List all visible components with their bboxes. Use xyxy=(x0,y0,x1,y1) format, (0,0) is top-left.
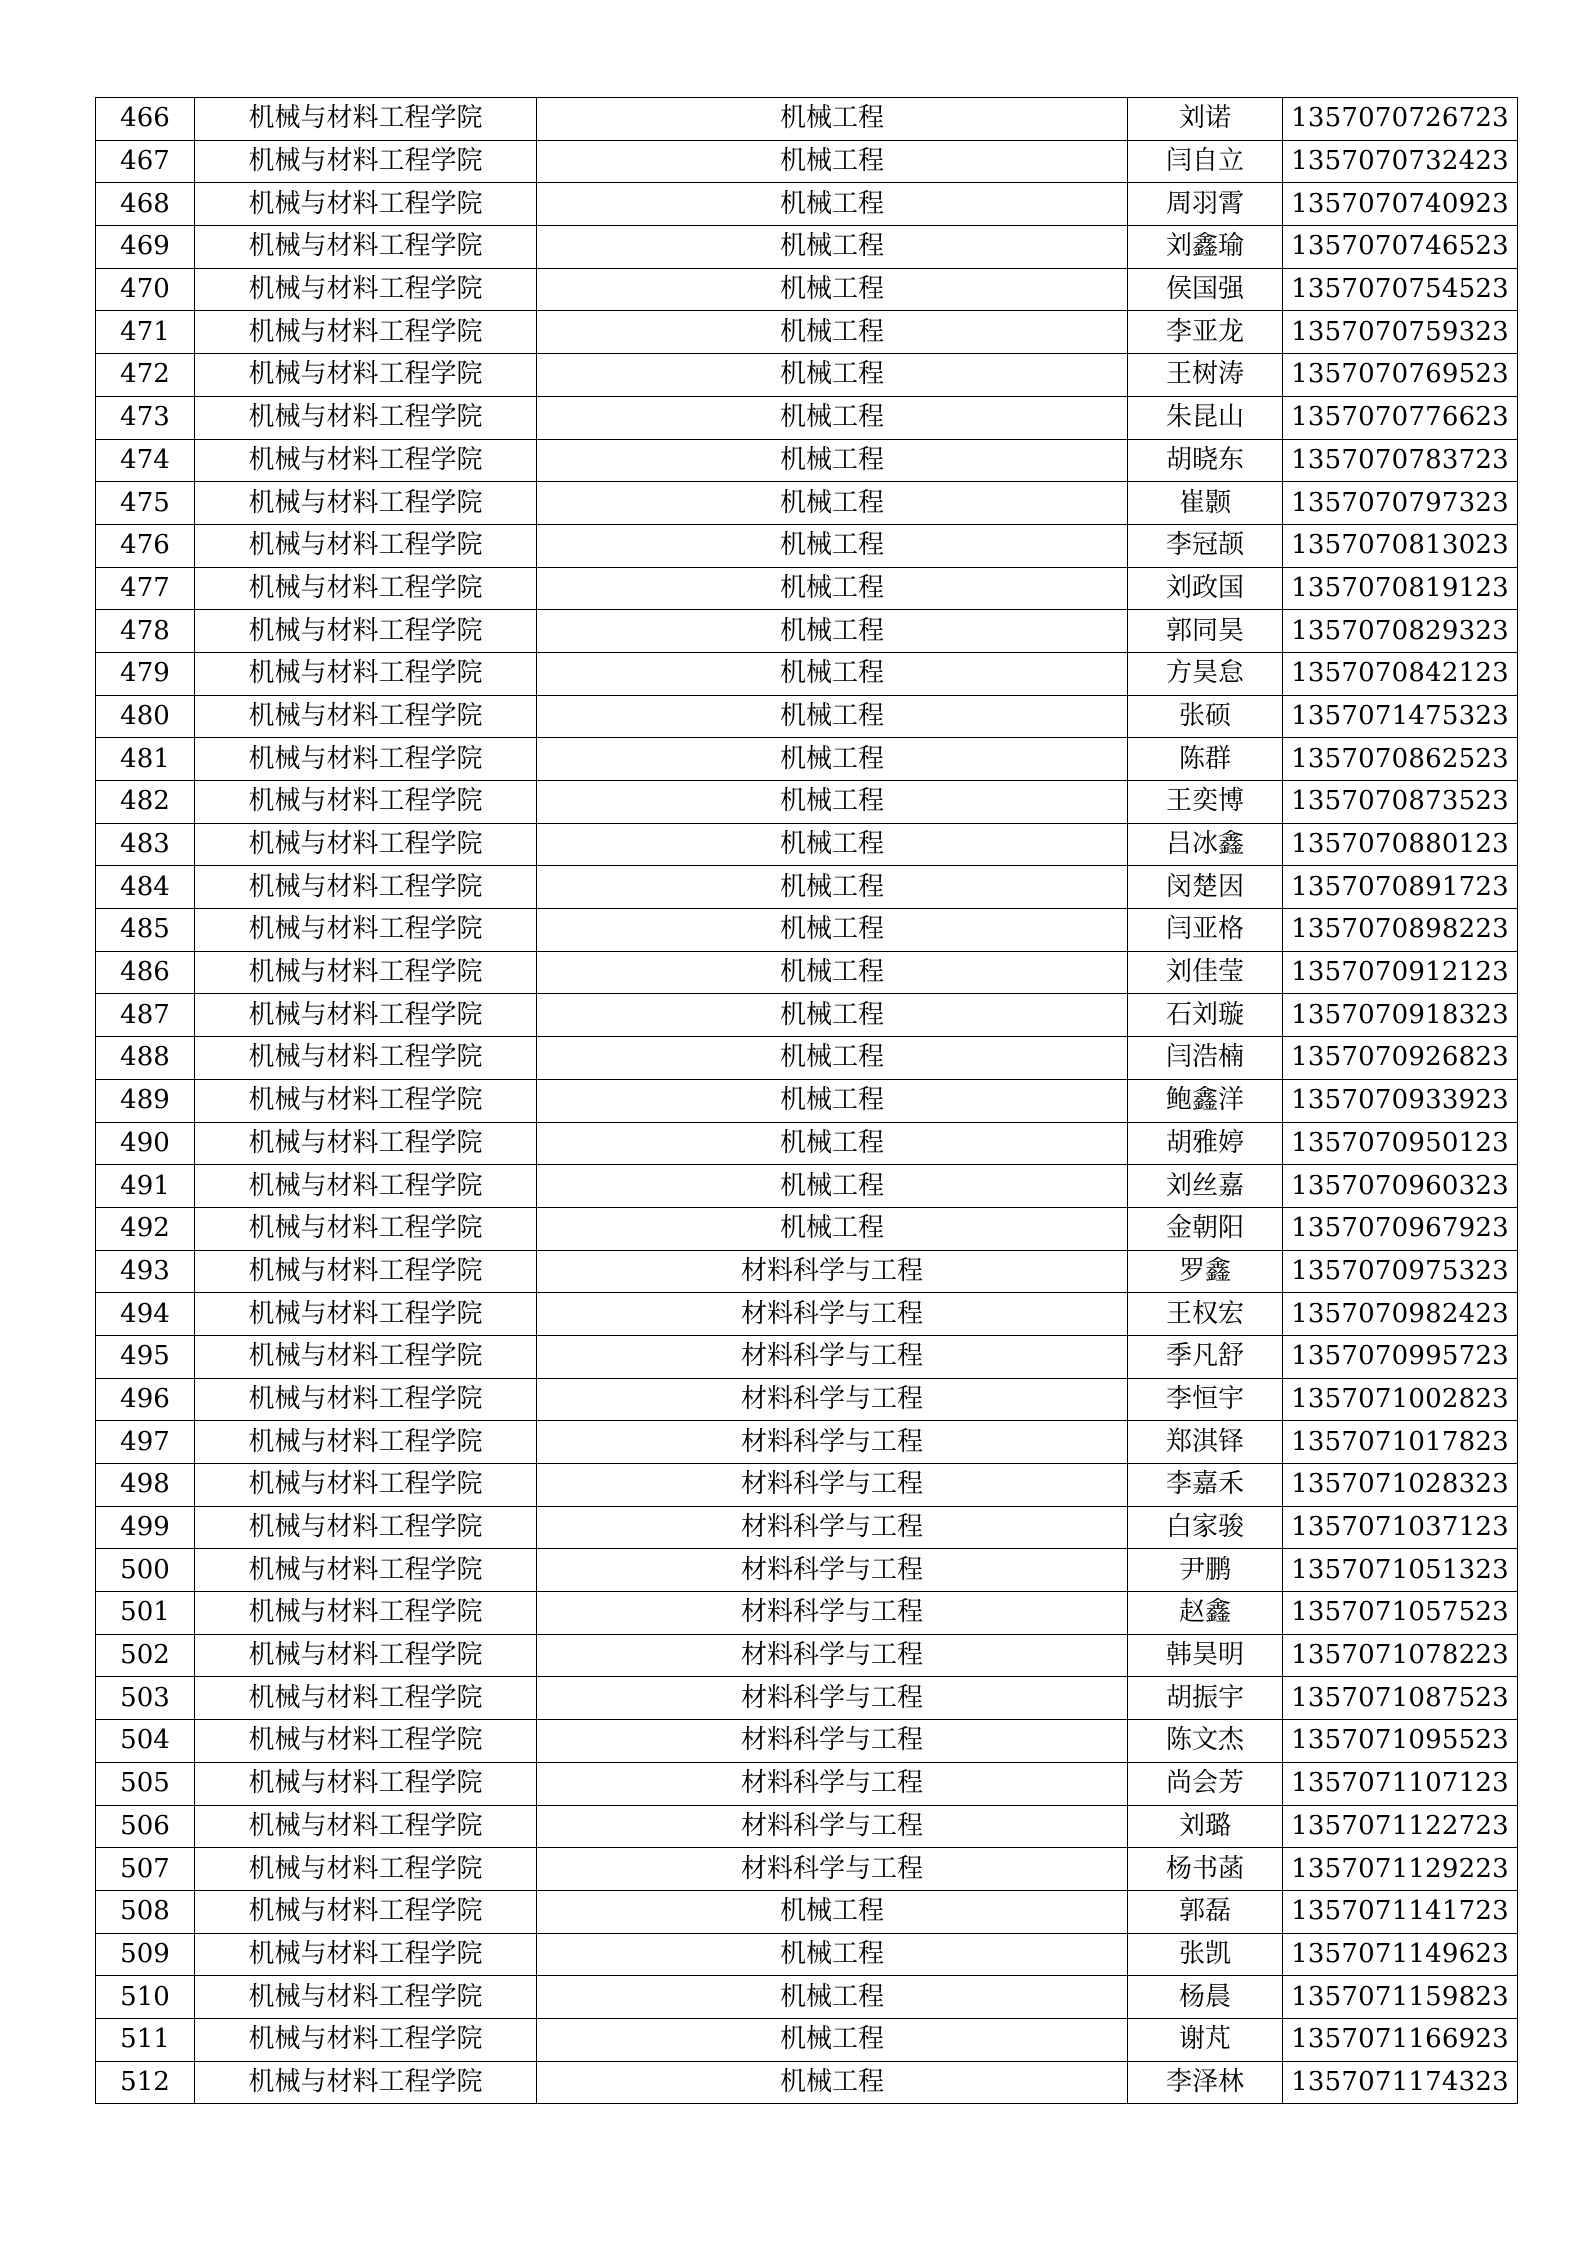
college-cell: 机械与材料工程学院 xyxy=(195,695,537,738)
major-cell: 机械工程 xyxy=(537,354,1128,397)
college-cell: 机械与材料工程学院 xyxy=(195,1848,537,1891)
row-number-cell: 504 xyxy=(96,1720,195,1763)
row-number-cell: 500 xyxy=(96,1549,195,1592)
exam-id-cell: 1357070982423 xyxy=(1283,1293,1518,1336)
major-cell: 机械工程 xyxy=(537,226,1128,269)
college-cell: 机械与材料工程学院 xyxy=(195,994,537,1037)
college-cell: 机械与材料工程学院 xyxy=(195,439,537,482)
row-number-cell: 508 xyxy=(96,1890,195,1933)
table-body xyxy=(96,98,1518,2104)
student-name-cell: 刘鑫瑜 xyxy=(1128,226,1283,269)
student-name-cell: 王奕博 xyxy=(1128,781,1283,824)
major-cell: 机械工程 xyxy=(537,1976,1128,2019)
college-cell: 机械与材料工程学院 xyxy=(195,268,537,311)
exam-id-cell: 1357070975323 xyxy=(1283,1250,1518,1293)
table-row xyxy=(96,354,1518,397)
college-cell: 机械与材料工程学院 xyxy=(195,1165,537,1208)
exam-id-cell: 1357070933923 xyxy=(1283,1079,1518,1122)
exam-id-cell: 1357070759323 xyxy=(1283,311,1518,354)
exam-id-cell: 1357070797323 xyxy=(1283,482,1518,525)
table-row xyxy=(96,140,1518,183)
exam-id-cell: 1357071057523 xyxy=(1283,1592,1518,1635)
table-row xyxy=(96,738,1518,781)
student-name-cell: 郭同昊 xyxy=(1128,610,1283,653)
table-row xyxy=(96,909,1518,952)
student-name-cell: 季凡舒 xyxy=(1128,1335,1283,1378)
exam-id-cell: 1357071051323 xyxy=(1283,1549,1518,1592)
row-number-cell: 495 xyxy=(96,1335,195,1378)
college-cell: 机械与材料工程学院 xyxy=(195,226,537,269)
major-cell: 材料科学与工程 xyxy=(537,1549,1128,1592)
exam-id-cell: 1357070880123 xyxy=(1283,823,1518,866)
student-name-cell: 石刘璇 xyxy=(1128,994,1283,1037)
major-cell: 机械工程 xyxy=(537,652,1128,695)
table-row xyxy=(96,2061,1518,2104)
exam-id-cell: 1357071095523 xyxy=(1283,1720,1518,1763)
row-number-cell: 484 xyxy=(96,866,195,909)
exam-id-cell: 1357070967923 xyxy=(1283,1207,1518,1250)
exam-id-cell: 1357070813023 xyxy=(1283,524,1518,567)
table-row xyxy=(96,1890,1518,1933)
table-row xyxy=(96,439,1518,482)
college-cell: 机械与材料工程学院 xyxy=(195,354,537,397)
student-name-cell: 尚会芳 xyxy=(1128,1762,1283,1805)
major-cell: 材料科学与工程 xyxy=(537,1848,1128,1891)
student-name-cell: 白家骏 xyxy=(1128,1506,1283,1549)
row-number-cell: 498 xyxy=(96,1464,195,1507)
table-row xyxy=(96,781,1518,824)
college-cell: 机械与材料工程学院 xyxy=(195,1549,537,1592)
student-name-cell: 刘丝嘉 xyxy=(1128,1165,1283,1208)
college-cell: 机械与材料工程学院 xyxy=(195,1122,537,1165)
table-row xyxy=(96,1122,1518,1165)
major-cell: 材料科学与工程 xyxy=(537,1421,1128,1464)
document-page xyxy=(95,97,1517,2104)
major-cell: 机械工程 xyxy=(537,98,1128,141)
table-row xyxy=(96,2018,1518,2061)
student-name-cell: 方昊怠 xyxy=(1128,652,1283,695)
row-number-cell: 474 xyxy=(96,439,195,482)
major-cell: 材料科学与工程 xyxy=(537,1634,1128,1677)
exam-id-cell: 1357070842123 xyxy=(1283,652,1518,695)
major-cell: 机械工程 xyxy=(537,1079,1128,1122)
exam-id-cell: 1357070995723 xyxy=(1283,1335,1518,1378)
exam-id-cell: 1357071166923 xyxy=(1283,2018,1518,2061)
table-row xyxy=(96,1549,1518,1592)
exam-id-cell: 1357070726723 xyxy=(1283,98,1518,141)
major-cell: 机械工程 xyxy=(537,1933,1128,1976)
college-cell: 机械与材料工程学院 xyxy=(195,951,537,994)
college-cell: 机械与材料工程学院 xyxy=(195,1378,537,1421)
row-number-cell: 499 xyxy=(96,1506,195,1549)
row-number-cell: 512 xyxy=(96,2061,195,2104)
row-number-cell: 510 xyxy=(96,1976,195,2019)
table-row xyxy=(96,866,1518,909)
row-number-cell: 489 xyxy=(96,1079,195,1122)
row-number-cell: 472 xyxy=(96,354,195,397)
college-cell: 机械与材料工程学院 xyxy=(195,1592,537,1635)
major-cell: 机械工程 xyxy=(537,738,1128,781)
exam-id-cell: 1357070754523 xyxy=(1283,268,1518,311)
student-name-cell: 李冠颉 xyxy=(1128,524,1283,567)
student-name-cell: 侯国强 xyxy=(1128,268,1283,311)
row-number-cell: 480 xyxy=(96,695,195,738)
college-cell: 机械与材料工程学院 xyxy=(195,652,537,695)
student-name-cell: 闫亚格 xyxy=(1128,909,1283,952)
exam-id-cell: 1357071037123 xyxy=(1283,1506,1518,1549)
college-cell: 机械与材料工程学院 xyxy=(195,909,537,952)
student-name-cell: 张凯 xyxy=(1128,1933,1283,1976)
row-number-cell: 476 xyxy=(96,524,195,567)
table-row xyxy=(96,1805,1518,1848)
major-cell: 材料科学与工程 xyxy=(537,1762,1128,1805)
exam-id-cell: 1357071107123 xyxy=(1283,1762,1518,1805)
major-cell: 机械工程 xyxy=(537,1165,1128,1208)
major-cell: 材料科学与工程 xyxy=(537,1378,1128,1421)
student-name-cell: 金朝阳 xyxy=(1128,1207,1283,1250)
student-name-cell: 胡晓东 xyxy=(1128,439,1283,482)
major-cell: 机械工程 xyxy=(537,524,1128,567)
exam-id-cell: 1357071122723 xyxy=(1283,1805,1518,1848)
major-cell: 材料科学与工程 xyxy=(537,1720,1128,1763)
student-name-cell: 胡雅婷 xyxy=(1128,1122,1283,1165)
student-name-cell: 李泽林 xyxy=(1128,2061,1283,2104)
major-cell: 材料科学与工程 xyxy=(537,1250,1128,1293)
major-cell: 材料科学与工程 xyxy=(537,1293,1128,1336)
table-row xyxy=(96,98,1518,141)
exam-id-cell: 1357070898223 xyxy=(1283,909,1518,952)
table-row xyxy=(96,1506,1518,1549)
row-number-cell: 492 xyxy=(96,1207,195,1250)
student-name-cell: 杨书菡 xyxy=(1128,1848,1283,1891)
college-cell: 机械与材料工程学院 xyxy=(195,1634,537,1677)
table-row xyxy=(96,610,1518,653)
major-cell: 机械工程 xyxy=(537,2018,1128,2061)
major-cell: 机械工程 xyxy=(537,610,1128,653)
row-number-cell: 478 xyxy=(96,610,195,653)
major-cell: 机械工程 xyxy=(537,1037,1128,1080)
major-cell: 机械工程 xyxy=(537,823,1128,866)
college-cell: 机械与材料工程学院 xyxy=(195,2018,537,2061)
table-row xyxy=(96,226,1518,269)
major-cell: 机械工程 xyxy=(537,482,1128,525)
student-name-cell: 鲍鑫洋 xyxy=(1128,1079,1283,1122)
student-name-cell: 刘佳莹 xyxy=(1128,951,1283,994)
major-cell: 机械工程 xyxy=(537,994,1128,1037)
row-number-cell: 481 xyxy=(96,738,195,781)
major-cell: 机械工程 xyxy=(537,866,1128,909)
student-name-cell: 崔颢 xyxy=(1128,482,1283,525)
college-cell: 机械与材料工程学院 xyxy=(195,1037,537,1080)
student-name-cell: 刘璐 xyxy=(1128,1805,1283,1848)
table-row xyxy=(96,183,1518,226)
college-cell: 机械与材料工程学院 xyxy=(195,1890,537,1933)
college-cell: 机械与材料工程学院 xyxy=(195,98,537,141)
table-row xyxy=(96,1421,1518,1464)
table-row xyxy=(96,1207,1518,1250)
table-row xyxy=(96,1165,1518,1208)
table-row xyxy=(96,268,1518,311)
major-cell: 材料科学与工程 xyxy=(537,1464,1128,1507)
table-row xyxy=(96,1677,1518,1720)
college-cell: 机械与材料工程学院 xyxy=(195,1250,537,1293)
row-number-cell: 493 xyxy=(96,1250,195,1293)
exam-id-cell: 1357071087523 xyxy=(1283,1677,1518,1720)
exam-id-cell: 1357071078223 xyxy=(1283,1634,1518,1677)
row-number-cell: 482 xyxy=(96,781,195,824)
table-row xyxy=(96,1079,1518,1122)
major-cell: 机械工程 xyxy=(537,311,1128,354)
college-cell: 机械与材料工程学院 xyxy=(195,1464,537,1507)
major-cell: 材料科学与工程 xyxy=(537,1506,1128,1549)
table-row xyxy=(96,1933,1518,1976)
row-number-cell: 488 xyxy=(96,1037,195,1080)
major-cell: 材料科学与工程 xyxy=(537,1677,1128,1720)
college-cell: 机械与材料工程学院 xyxy=(195,1421,537,1464)
college-cell: 机械与材料工程学院 xyxy=(195,1805,537,1848)
exam-id-cell: 1357070873523 xyxy=(1283,781,1518,824)
exam-id-cell: 1357071002823 xyxy=(1283,1378,1518,1421)
table-row xyxy=(96,311,1518,354)
student-name-cell: 闫自立 xyxy=(1128,140,1283,183)
exam-id-cell: 1357070740923 xyxy=(1283,183,1518,226)
student-name-cell: 陈文杰 xyxy=(1128,1720,1283,1763)
college-cell: 机械与材料工程学院 xyxy=(195,823,537,866)
exam-id-cell: 1357070862523 xyxy=(1283,738,1518,781)
major-cell: 机械工程 xyxy=(537,781,1128,824)
student-name-cell: 闵楚因 xyxy=(1128,866,1283,909)
exam-id-cell: 1357070918323 xyxy=(1283,994,1518,1037)
row-number-cell: 501 xyxy=(96,1592,195,1635)
major-cell: 机械工程 xyxy=(537,567,1128,610)
college-cell: 机械与材料工程学院 xyxy=(195,1335,537,1378)
exam-id-cell: 1357070829323 xyxy=(1283,610,1518,653)
exam-id-cell: 1357071159823 xyxy=(1283,1976,1518,2019)
major-cell: 机械工程 xyxy=(537,2061,1128,2104)
row-number-cell: 468 xyxy=(96,183,195,226)
college-cell: 机械与材料工程学院 xyxy=(195,1207,537,1250)
exam-id-cell: 1357071028323 xyxy=(1283,1464,1518,1507)
major-cell: 机械工程 xyxy=(537,951,1128,994)
row-number-cell: 502 xyxy=(96,1634,195,1677)
student-name-cell: 吕冰鑫 xyxy=(1128,823,1283,866)
table-row xyxy=(96,1037,1518,1080)
college-cell: 机械与材料工程学院 xyxy=(195,781,537,824)
row-number-cell: 466 xyxy=(96,98,195,141)
row-number-cell: 505 xyxy=(96,1762,195,1805)
student-name-cell: 朱昆山 xyxy=(1128,396,1283,439)
exam-id-cell: 1357070776623 xyxy=(1283,396,1518,439)
student-name-cell: 韩昊明 xyxy=(1128,1634,1283,1677)
college-cell: 机械与材料工程学院 xyxy=(195,183,537,226)
table-row xyxy=(96,482,1518,525)
table-row xyxy=(96,1250,1518,1293)
major-cell: 材料科学与工程 xyxy=(537,1335,1128,1378)
exam-id-cell: 1357070769523 xyxy=(1283,354,1518,397)
exam-id-cell: 1357070819123 xyxy=(1283,567,1518,610)
college-cell: 机械与材料工程学院 xyxy=(195,866,537,909)
student-name-cell: 杨晨 xyxy=(1128,1976,1283,2019)
college-cell: 机械与材料工程学院 xyxy=(195,1506,537,1549)
row-number-cell: 487 xyxy=(96,994,195,1037)
student-name-cell: 李恒宇 xyxy=(1128,1378,1283,1421)
row-number-cell: 496 xyxy=(96,1378,195,1421)
student-name-cell: 尹鹏 xyxy=(1128,1549,1283,1592)
table-row xyxy=(96,652,1518,695)
college-cell: 机械与材料工程学院 xyxy=(195,482,537,525)
table-row xyxy=(96,1592,1518,1635)
college-cell: 机械与材料工程学院 xyxy=(195,1079,537,1122)
row-number-cell: 475 xyxy=(96,482,195,525)
table-row xyxy=(96,524,1518,567)
student-name-cell: 刘政国 xyxy=(1128,567,1283,610)
major-cell: 材料科学与工程 xyxy=(537,1592,1128,1635)
row-number-cell: 503 xyxy=(96,1677,195,1720)
row-number-cell: 486 xyxy=(96,951,195,994)
exam-id-cell: 1357070746523 xyxy=(1283,226,1518,269)
row-number-cell: 483 xyxy=(96,823,195,866)
college-cell: 机械与材料工程学院 xyxy=(195,311,537,354)
row-number-cell: 479 xyxy=(96,652,195,695)
college-cell: 机械与材料工程学院 xyxy=(195,1677,537,1720)
college-cell: 机械与材料工程学院 xyxy=(195,2061,537,2104)
student-name-cell: 王权宏 xyxy=(1128,1293,1283,1336)
row-number-cell: 469 xyxy=(96,226,195,269)
exam-id-cell: 1357070732423 xyxy=(1283,140,1518,183)
row-number-cell: 491 xyxy=(96,1165,195,1208)
exam-id-cell: 1357071129223 xyxy=(1283,1848,1518,1891)
student-name-cell: 李嘉禾 xyxy=(1128,1464,1283,1507)
exam-id-cell: 1357071017823 xyxy=(1283,1421,1518,1464)
row-number-cell: 506 xyxy=(96,1805,195,1848)
major-cell: 材料科学与工程 xyxy=(537,1805,1128,1848)
exam-id-cell: 1357070891723 xyxy=(1283,866,1518,909)
table-row xyxy=(96,1720,1518,1763)
row-number-cell: 497 xyxy=(96,1421,195,1464)
college-cell: 机械与材料工程学院 xyxy=(195,738,537,781)
table-row xyxy=(96,1762,1518,1805)
table-row xyxy=(96,1976,1518,2019)
table-row xyxy=(96,1848,1518,1891)
table-row xyxy=(96,1634,1518,1677)
row-number-cell: 467 xyxy=(96,140,195,183)
table-row xyxy=(96,695,1518,738)
exam-id-cell: 1357070912123 xyxy=(1283,951,1518,994)
row-number-cell: 494 xyxy=(96,1293,195,1336)
college-cell: 机械与材料工程学院 xyxy=(195,1720,537,1763)
major-cell: 机械工程 xyxy=(537,396,1128,439)
major-cell: 机械工程 xyxy=(537,695,1128,738)
college-cell: 机械与材料工程学院 xyxy=(195,396,537,439)
major-cell: 机械工程 xyxy=(537,183,1128,226)
major-cell: 机械工程 xyxy=(537,439,1128,482)
college-cell: 机械与材料工程学院 xyxy=(195,524,537,567)
college-cell: 机械与材料工程学院 xyxy=(195,1976,537,2019)
major-cell: 机械工程 xyxy=(537,909,1128,952)
college-cell: 机械与材料工程学院 xyxy=(195,610,537,653)
exam-id-cell: 1357071141723 xyxy=(1283,1890,1518,1933)
exam-id-cell: 1357070926823 xyxy=(1283,1037,1518,1080)
student-list-table xyxy=(95,97,1518,2104)
college-cell: 机械与材料工程学院 xyxy=(195,1762,537,1805)
table-row xyxy=(96,823,1518,866)
college-cell: 机械与材料工程学院 xyxy=(195,140,537,183)
student-name-cell: 王树涛 xyxy=(1128,354,1283,397)
student-name-cell: 胡振宇 xyxy=(1128,1677,1283,1720)
row-number-cell: 470 xyxy=(96,268,195,311)
major-cell: 机械工程 xyxy=(537,268,1128,311)
student-name-cell: 罗鑫 xyxy=(1128,1250,1283,1293)
college-cell: 机械与材料工程学院 xyxy=(195,567,537,610)
table-row xyxy=(96,1335,1518,1378)
row-number-cell: 485 xyxy=(96,909,195,952)
row-number-cell: 490 xyxy=(96,1122,195,1165)
major-cell: 机械工程 xyxy=(537,140,1128,183)
student-name-cell: 刘诺 xyxy=(1128,98,1283,141)
exam-id-cell: 1357071475323 xyxy=(1283,695,1518,738)
student-name-cell: 郭磊 xyxy=(1128,1890,1283,1933)
exam-id-cell: 1357070950123 xyxy=(1283,1122,1518,1165)
table-row xyxy=(96,567,1518,610)
row-number-cell: 477 xyxy=(96,567,195,610)
student-name-cell: 李亚龙 xyxy=(1128,311,1283,354)
row-number-cell: 507 xyxy=(96,1848,195,1891)
college-cell: 机械与材料工程学院 xyxy=(195,1933,537,1976)
table-row xyxy=(96,1378,1518,1421)
row-number-cell: 471 xyxy=(96,311,195,354)
student-name-cell: 张硕 xyxy=(1128,695,1283,738)
student-name-cell: 周羽霄 xyxy=(1128,183,1283,226)
major-cell: 机械工程 xyxy=(537,1122,1128,1165)
table-row xyxy=(96,1293,1518,1336)
student-name-cell: 陈群 xyxy=(1128,738,1283,781)
major-cell: 机械工程 xyxy=(537,1207,1128,1250)
student-name-cell: 谢芃 xyxy=(1128,2018,1283,2061)
college-cell: 机械与材料工程学院 xyxy=(195,1293,537,1336)
table-row xyxy=(96,396,1518,439)
exam-id-cell: 1357070783723 xyxy=(1283,439,1518,482)
table-row xyxy=(96,951,1518,994)
table-row xyxy=(96,1464,1518,1507)
row-number-cell: 509 xyxy=(96,1933,195,1976)
student-name-cell: 郑淇铎 xyxy=(1128,1421,1283,1464)
exam-id-cell: 1357071149623 xyxy=(1283,1933,1518,1976)
row-number-cell: 473 xyxy=(96,396,195,439)
major-cell: 机械工程 xyxy=(537,1890,1128,1933)
table-row xyxy=(96,994,1518,1037)
student-name-cell: 闫浩楠 xyxy=(1128,1037,1283,1080)
row-number-cell: 511 xyxy=(96,2018,195,2061)
student-name-cell: 赵鑫 xyxy=(1128,1592,1283,1635)
exam-id-cell: 1357071174323 xyxy=(1283,2061,1518,2104)
exam-id-cell: 1357070960323 xyxy=(1283,1165,1518,1208)
